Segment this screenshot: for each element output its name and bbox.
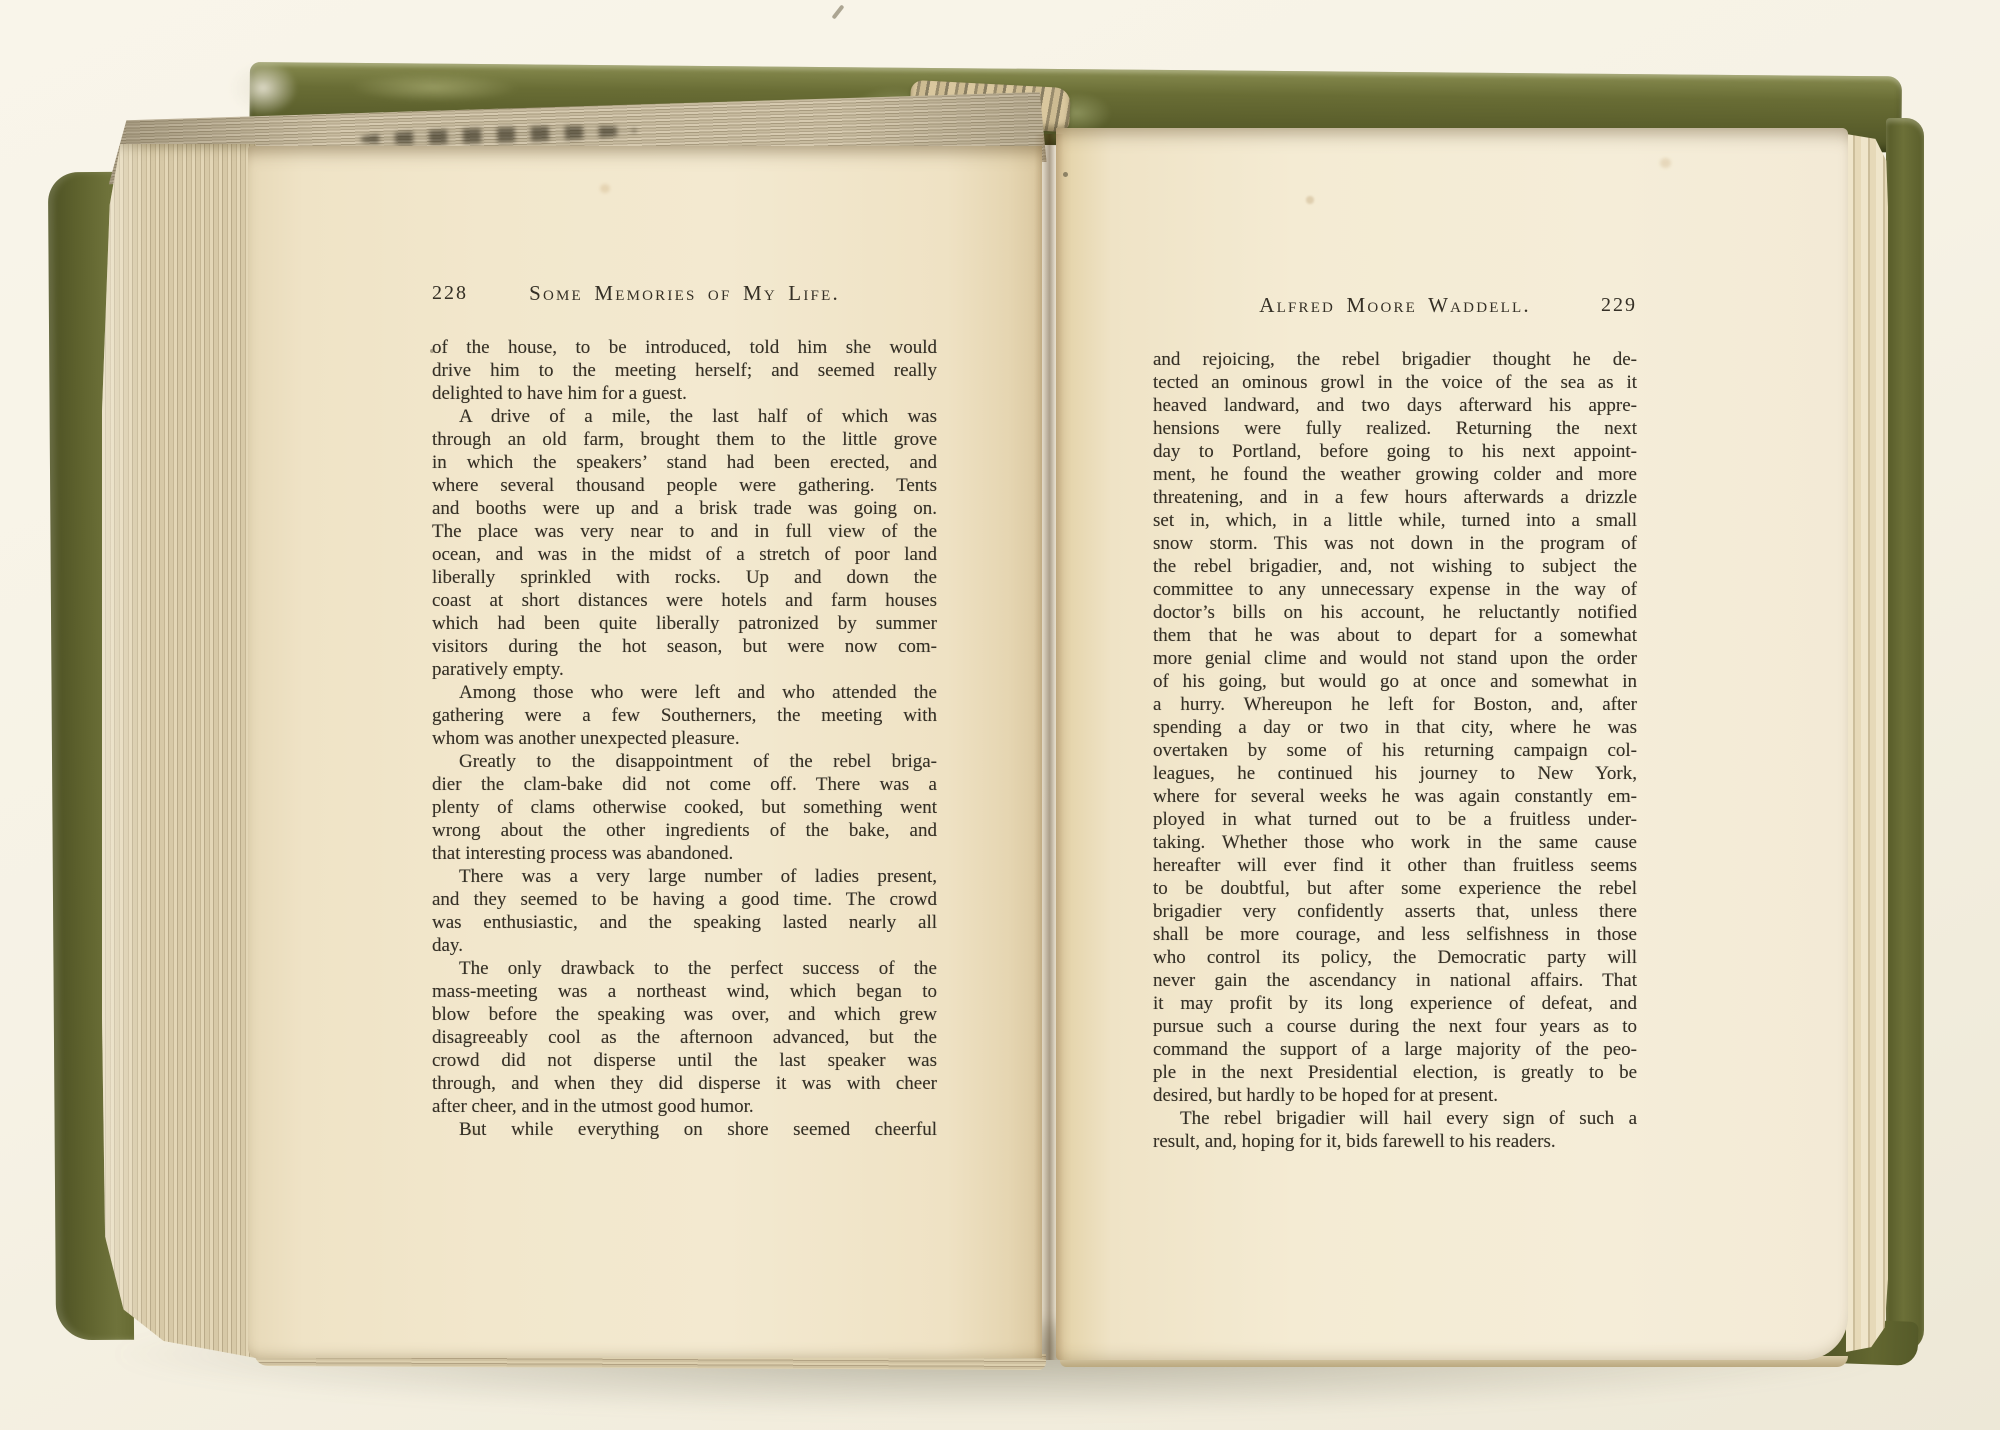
text-line: day. [432, 935, 463, 956]
text-line: desired, but hardly to be hoped for at present. [1153, 1085, 1499, 1106]
text-line: The place was very near to and in full view of the [432, 521, 937, 542]
text-line: There was a very large number of ladies present, [459, 866, 937, 887]
text-line: Greatly to the disappointment of the rebel briga- [459, 751, 937, 772]
gutter-shadow [1034, 134, 1064, 1360]
text-line: liberally sprinkled with rocks. Up and down the [432, 567, 937, 588]
page-fore-edges-left [102, 144, 256, 1358]
text-line: command the support of a large majority of the peo- [1153, 1039, 1637, 1060]
paragraph [432, 336, 937, 405]
text-line: dier the clam-bake did not come off. There was a [432, 774, 937, 795]
paragraph [432, 750, 937, 865]
text-line: hereafter will ever find it other than fruitless seems [1153, 855, 1637, 876]
text-line: where several thousand people were gathering. Tents [432, 475, 937, 496]
text-line: through, and when they did disperse it was with cheer [432, 1073, 937, 1094]
fox-spot [1660, 158, 1671, 168]
paragraph [432, 1118, 937, 1141]
text-line: tected an ominous growl in the voice of the sea as it [1153, 372, 1637, 393]
text-line: threatening, and in a few hours afterwards a drizzle [1153, 487, 1637, 508]
text-line: to be doubtful, but after some experience the rebel [1153, 878, 1637, 899]
text-line: The only drawback to the perfect success of the [459, 958, 937, 979]
text-line: doctor’s bills on his account, he reluctantly notified [1153, 602, 1637, 623]
book-cover-right-edge [1886, 118, 1924, 1352]
text-line: set in, which, in a little while, turned into a small [1153, 510, 1637, 531]
left-page-body [432, 336, 937, 1141]
text-line: wrong about the other ingredients of the bake, and [432, 820, 937, 841]
text-line: and rejoicing, the rebel brigadier thought he de- [1153, 349, 1637, 370]
text-line: plenty of clams otherwise cooked, but something went [432, 797, 937, 818]
text-line: The rebel brigadier will hail every sign of such a [1180, 1108, 1637, 1129]
right-page-number: 229 [1601, 294, 1637, 316]
text-line: spending a day or two in that city, where he was [1153, 717, 1637, 738]
paragraph [432, 957, 937, 1118]
right-running-header [1153, 292, 1637, 320]
text-line: snow storm. This was not down in the program of [1153, 533, 1637, 554]
text-line: day to Portland, before going to his next appoint- [1153, 441, 1637, 462]
text-line: through an old farm, brought them to the little grove [432, 429, 937, 450]
text-line: heaved landward, and two days afterward his appre- [1153, 395, 1637, 416]
text-line: leagues, he continued his journey to New York, [1153, 763, 1637, 784]
text-line: after cheer, and in the utmost good humor. [432, 1096, 754, 1117]
text-line: it may profit by its long experience of defeat, and [1153, 993, 1637, 1014]
text-line: the rebel brigadier, and, not wishing to subject the [1153, 556, 1637, 577]
text-line: and booths were up and a brisk trade was going on. [432, 498, 937, 519]
text-line: ocean, and was in the midst of a stretch of poor land [432, 544, 937, 565]
paragraph [432, 865, 937, 957]
text-line: committee to any unnecessary expense in the way of [1153, 579, 1637, 600]
text-line: overtaken by some of his returning campaign col- [1153, 740, 1637, 761]
text-line: more genial clime and would not stand upon the order [1153, 648, 1637, 669]
text-line: A drive of a mile, the last half of which was [459, 406, 937, 427]
right-page-text-column [1153, 292, 1637, 1153]
paragraph [432, 681, 937, 750]
text-line: pursue such a course during the next four years as to [1153, 1016, 1637, 1037]
text-line: ment, he found the weather growing colder and more [1153, 464, 1637, 485]
text-line: whom was another unexpected pleasure. [432, 728, 740, 749]
left-running-header [432, 280, 937, 308]
text-line: result, and, hoping for it, bids farewell to his readers. [1153, 1131, 1556, 1152]
text-line: blow before the speaking was over, and which grew [432, 1004, 937, 1025]
background-mark [831, 4, 844, 19]
text-line: taking. Whether those who work in the same cause [1153, 832, 1637, 853]
paragraph [1153, 1107, 1637, 1153]
ink-speck [430, 349, 434, 353]
text-line: Among those who were left and who attended the [459, 682, 937, 703]
text-line: brigadier very confidently asserts that, unless there [1153, 901, 1637, 922]
text-line: a hurry. Whereupon he left for Boston, and, after [1153, 694, 1637, 715]
text-line: that interesting process was abandoned. [432, 843, 734, 864]
text-line: was enthusiastic, and the speaking lasted nearly all [432, 912, 937, 933]
text-line: who control its policy, the Democratic party will [1153, 947, 1637, 968]
cover-wear-patch [349, 72, 519, 103]
text-line: where for several weeks he was again constantly em- [1153, 786, 1637, 807]
text-line: drive him to the meeting herself; and seemed really [432, 360, 937, 381]
text-line: ple in the next Presidential election, is greatly to be [1153, 1062, 1637, 1083]
ink-speck [1063, 172, 1068, 177]
text-line: crowd did not disperse until the last speaker was [432, 1050, 937, 1071]
left-running-title: Some Memories of My Life. [529, 281, 840, 305]
text-line: them that he was about to depart for a somewhat [1153, 625, 1637, 646]
left-page-number: 228 [432, 282, 468, 304]
text-line: mass-meeting was a northeast wind, which began to [432, 981, 937, 1002]
text-line: hensions were fully realized. Returning the next [1153, 418, 1637, 439]
frayed-cloth [228, 60, 298, 116]
text-line: ployed in what turned out to be a fruitless under- [1153, 809, 1637, 830]
fore-edge-highlight [102, 144, 256, 1358]
fox-spot [470, 1128, 477, 1135]
text-line: and they seemed to be having a good time. The crowd [432, 889, 937, 910]
text-line: in which the speakers’ stand had been erected, and [432, 452, 937, 473]
text-line: of his going, but would go at once and somewhat in [1153, 671, 1637, 692]
text-line: delighted to have him for a guest. [432, 383, 687, 404]
text-line: But while everything on shore seemed cheerful [459, 1119, 937, 1140]
fox-spot [600, 184, 610, 193]
text-line: disagreeably cool as the afternoon advanced, but the [432, 1027, 937, 1048]
text-line: visitors during the hot season, but were now com- [432, 636, 937, 657]
page-edges-right [1846, 134, 1888, 1352]
right-page-body [1153, 348, 1637, 1153]
text-line: shall be more courage, and less selfishness in those [1153, 924, 1637, 945]
text-line: coast at short distances were hotels and farm houses [432, 590, 937, 611]
paragraph [1153, 348, 1637, 1107]
right-running-title: Alfred Moore Waddell. [1259, 293, 1531, 317]
fox-spot [1306, 196, 1314, 204]
text-line: gathering were a few Southerners, the meeting with [432, 705, 937, 726]
left-page-text-column [432, 280, 937, 1141]
text-line: which had been quite liberally patronized by summer [432, 613, 937, 634]
text-line: of the house, to be introduced, told him she would [432, 337, 937, 358]
text-line: never gain the ascendancy in national affairs. That [1153, 970, 1637, 991]
paragraph [432, 405, 937, 681]
text-line: paratively empty. [432, 659, 564, 680]
